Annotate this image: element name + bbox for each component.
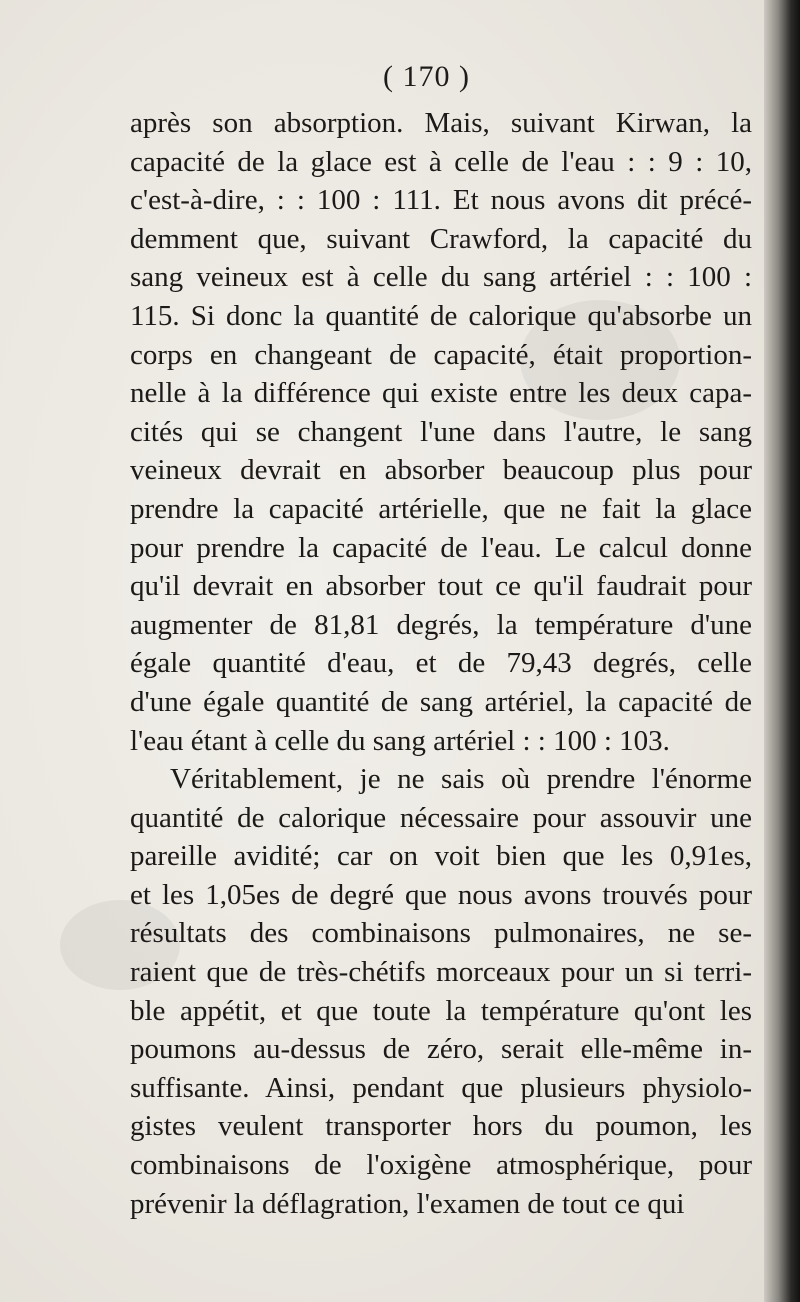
text-line: quantité de calorique nécessaire pour assouvir une [130, 801, 752, 834]
text-line: l'eau étant à celle du sang artériel : : 100 : 103. [130, 724, 670, 757]
text-line: et les 1,05es de degré que nous avons trouvés pour [130, 878, 752, 911]
text-line: d'une égale quantité de sang artériel, la capacité de [130, 685, 752, 718]
text-line: nelle à la différence qui existe entre les deux capa- [130, 377, 752, 410]
text-line: sang veineux est à celle du sang artériel : : 100 : [130, 261, 752, 294]
paragraph [130, 104, 752, 760]
text-line: c'est-à-dire, : : 100 : 111. Et nous avons dit précé- [130, 184, 752, 217]
text-line: demment que, suivant Crawford, la capacité du [130, 222, 752, 255]
text-line: résultats des combinaisons pulmonaires, ne se- [130, 917, 752, 950]
book-gutter [764, 0, 800, 1302]
text-line: qu'il devrait en absorber tout ce qu'il faudrait pour [130, 570, 752, 603]
text-line: pour prendre la capacité de l'eau. Le calcul donne [130, 531, 752, 564]
text-line: pareille avidité; car on voit bien que les 0,91es, [130, 840, 752, 873]
text-line: combinaisons de l'oxigène atmosphérique, pour [130, 1149, 752, 1182]
text-line: suffisante. Ainsi, pendant que plusieurs physiolo- [130, 1071, 752, 1104]
text-line: poumons au-dessus de zéro, serait elle-même in- [130, 1033, 752, 1066]
text-line: capacité de la glace est à celle de l'eau : : 9 : 10, [130, 145, 752, 178]
text-line: veineux devrait en absorber beaucoup plus pour [130, 454, 752, 487]
text-line: égale quantité d'eau, et de 79,43 degrés, celle [130, 647, 752, 680]
text-line: Véritablement, je ne sais où prendre l'énorme [170, 763, 752, 796]
text-line: corps en changeant de capacité, était proportion- [130, 338, 752, 371]
page-number: ( 170 ) [383, 60, 470, 93]
text-line: 115. Si donc la quantité de calorique qu'absorbe un [130, 299, 752, 332]
text-line: augmenter de 81,81 degrés, la température d'une [130, 608, 752, 641]
paragraph [130, 760, 752, 1223]
text-line: gistes veulent transporter hors du poumon, les [130, 1110, 752, 1143]
text-line: ble appétit, et que toute la température qu'ont les [130, 994, 752, 1027]
text-line: prévenir la déflagration, l'examen de tout ce qui [130, 1187, 685, 1220]
text-line: raient que de très-chétifs morceaux pour un si terri- [130, 956, 752, 989]
text-line: prendre la capacité artérielle, que ne fait la glace [130, 492, 752, 525]
body-text [130, 104, 752, 1223]
text-line: après son absorption. Mais, suivant Kirwan, la [130, 107, 752, 139]
text-line: cités qui se changent l'une dans l'autre, le sang [130, 415, 752, 448]
